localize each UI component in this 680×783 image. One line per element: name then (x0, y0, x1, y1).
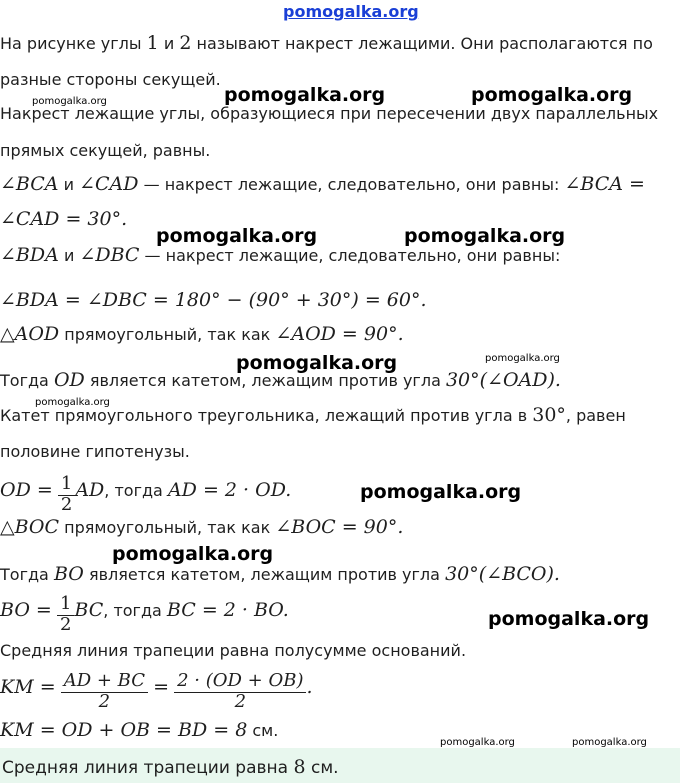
math-line: BO = $\frac{1}{2}$ BC, тогда BC = 2 · BO. (0, 593, 289, 630)
paragraph-line: На рисунке углы 1 и 2 называют накрест лежащими. Они располагаются по (0, 32, 653, 54)
watermark: pomogalka.org (488, 608, 650, 630)
watermark: pomogalka.org (32, 96, 107, 107)
math-line: OD = $\frac{1}{2}$ AD, тогда AD = 2 · OD. (0, 473, 292, 510)
math-line: KM = OD + OB = BD = 8 см. (0, 719, 279, 741)
math-line: Тогда OD является катетом, лежащим против угла 30°(∠OAD). (0, 369, 561, 391)
fraction: $\frac{2 \cdot (OD + OB)}{2}$ (174, 670, 306, 707)
math-line: △AOD прямоугольный, так как ∠AOD = 90°. (0, 323, 404, 345)
watermark: pomogalka.org (236, 352, 398, 374)
paragraph-line: Катет прямоугольного треугольника, лежащий против угла в 30°, равен (0, 404, 626, 426)
fraction: $\frac{1}{2}$ (58, 473, 75, 510)
watermark: pomogalka.org (440, 737, 515, 748)
fraction: $\frac{1}{2}$ (57, 593, 74, 630)
math-line: △BOC прямоугольный, так как ∠BOC = 90°. (0, 516, 404, 538)
paragraph-line: Средняя линия трапеции равна полусумме оснований. (0, 641, 467, 660)
watermark: pomogalka.org (360, 481, 522, 503)
watermark: pomogalka.org (224, 84, 386, 106)
math-line: KM = $\frac{AD + BC}{2}$ = $\frac{2 \cdot (OD + OB)}{2}$ . (0, 670, 313, 707)
paragraph-line: разные стороны секущей. (0, 70, 221, 89)
watermark: pomogalka.org (572, 737, 647, 748)
answer-box (0, 748, 680, 783)
math-line: ∠BDA и ∠DBC — накрест лежащие, следовательно, они равны: (0, 244, 561, 266)
watermark: pomogalka.org (35, 397, 110, 408)
fraction: $\frac{AD + BC}{2}$ (61, 670, 148, 707)
watermark: pomogalka.org (404, 225, 566, 247)
watermark-top[interactable]: pomogalka.org (283, 2, 419, 21)
math-line: ∠CAD = 30°. (0, 208, 128, 230)
math-line: ∠BCA и ∠CAD — накрест лежащие, следовательно, они равны: ∠BCA = (0, 173, 645, 195)
paragraph-line: Накрест лежащие углы, образующиеся при пересечении двух параллельных (0, 104, 659, 123)
math-line: Тогда BO является катетом, лежащим против угла 30°(∠BCO). (0, 563, 560, 585)
watermark: pomogalka.org (471, 84, 633, 106)
paragraph-line: прямых секущей, равны. (0, 141, 211, 160)
paragraph-line: половине гипотенузы. (0, 442, 190, 461)
watermark: pomogalka.org (156, 225, 318, 247)
math-line: ∠BDA = ∠DBC = 180° − (90° + 30°) = 60°. (0, 289, 427, 311)
watermark: pomogalka.org (485, 353, 560, 364)
answer-text: Средняя линия трапеции равна 8 см. (2, 756, 339, 778)
watermark: pomogalka.org (112, 543, 274, 565)
